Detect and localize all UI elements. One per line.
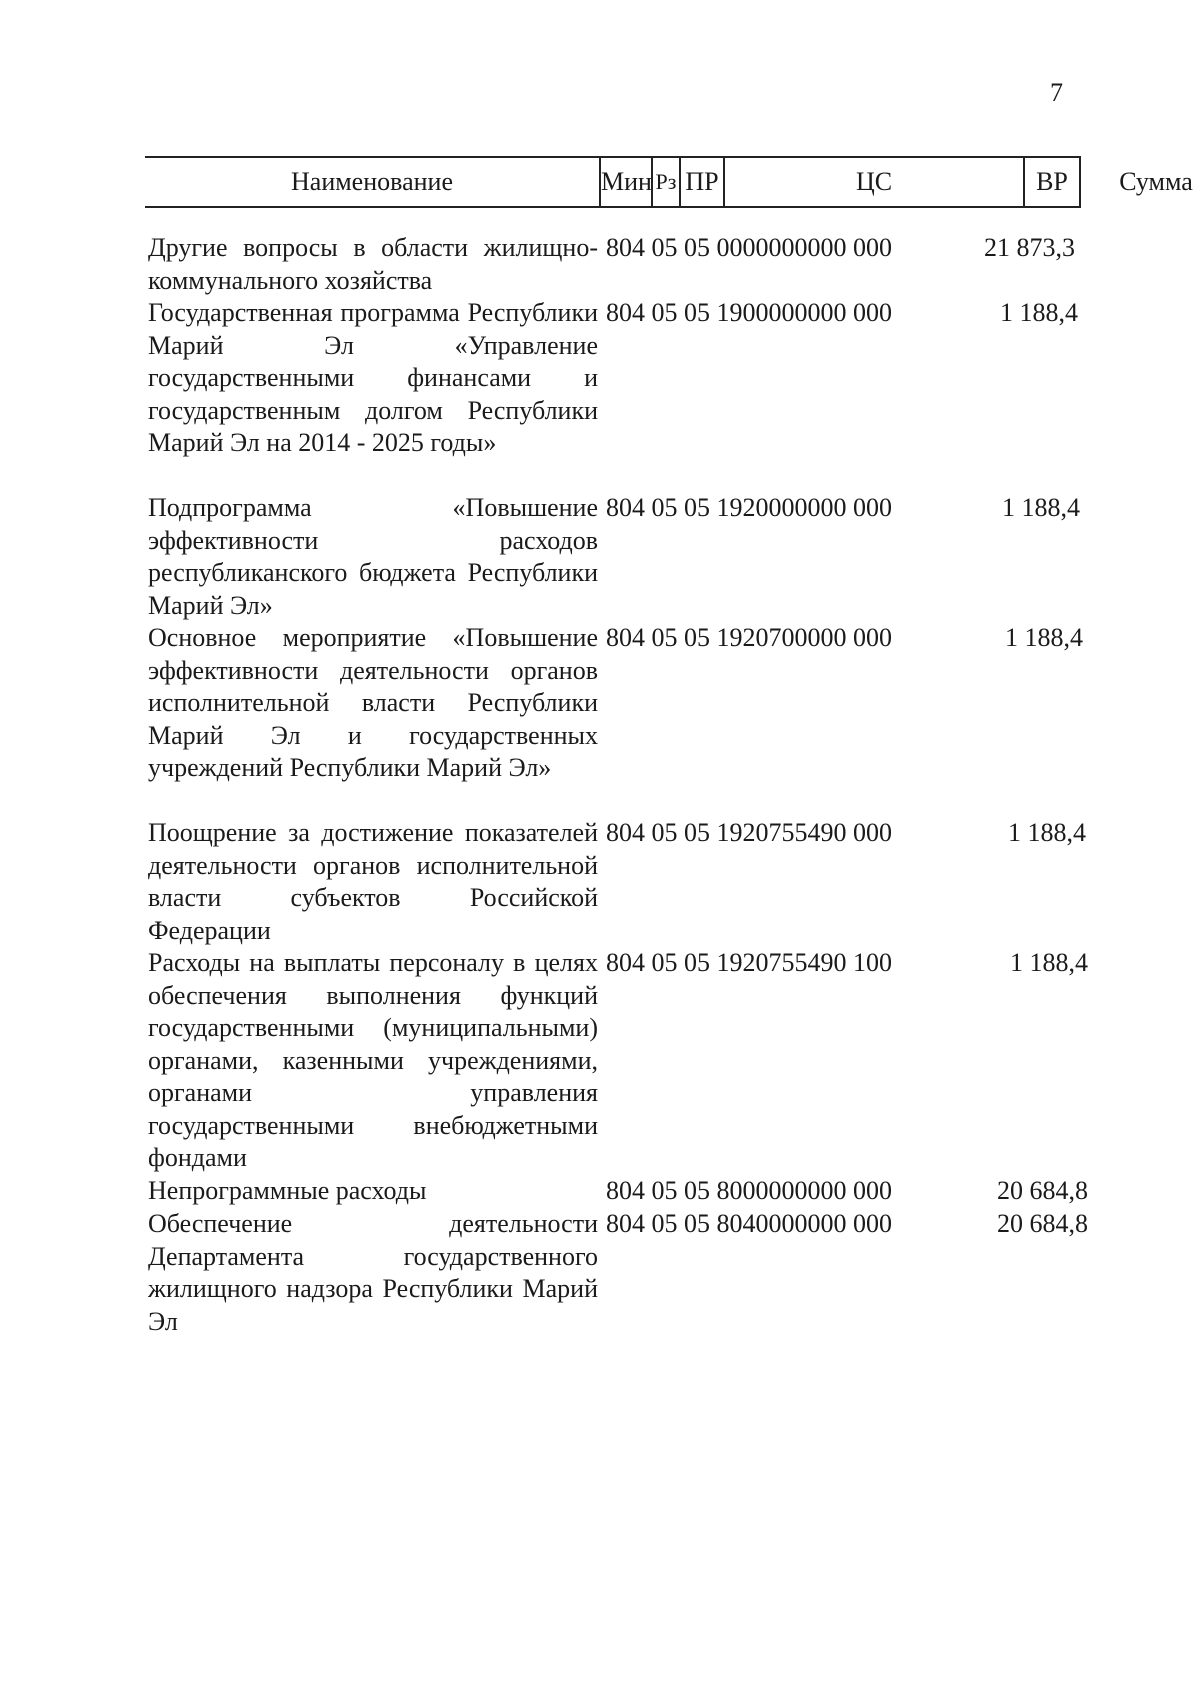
row-pr: 05: [684, 818, 710, 847]
row-name: Поощрение за достижение показателей деятельности органов исполнительной власти субъектов Российской Федерации: [148, 818, 598, 945]
row-vr: 000: [853, 298, 892, 327]
row-cs: 1920700000: [716, 623, 847, 652]
row-vr: 000: [853, 1176, 892, 1205]
row-sum: 1 188,4: [1000, 298, 1078, 327]
row-vr: 000: [853, 818, 892, 847]
row-vr: 000: [853, 623, 892, 652]
row-vr: 000: [853, 1209, 892, 1238]
row-rz: 05: [651, 1209, 678, 1238]
row-sum: 1 188,4: [1010, 948, 1088, 977]
row-cs: 8040000000: [716, 1209, 847, 1238]
row-rz: 05: [651, 818, 678, 847]
row-codes: [606, 622, 892, 655]
row-vr: 000: [853, 493, 892, 522]
row-cs: 1920755490: [716, 818, 847, 847]
row-pr: 05: [684, 298, 710, 327]
header-pr: ПР: [681, 158, 725, 206]
row-pr: 05: [684, 493, 710, 522]
row-rz: 05: [651, 298, 678, 327]
row-name: Непрограммные расходы: [148, 1176, 427, 1205]
row-codes: [606, 492, 892, 525]
row-codes: [606, 947, 892, 980]
header-cs: ЦС: [725, 158, 1025, 206]
row-pr: 05: [684, 948, 710, 977]
row-codes: [606, 297, 892, 330]
row-pr: 05: [684, 1209, 710, 1238]
row-pr: 05: [684, 623, 710, 652]
row-vr: 000: [853, 233, 892, 262]
row-rz: 05: [651, 233, 678, 262]
row-rz: 05: [651, 623, 678, 652]
header-min: Мин: [599, 158, 653, 206]
row-vr: 100: [853, 948, 892, 977]
row-min: 804: [606, 1176, 645, 1205]
header-name: Наименование: [291, 167, 453, 196]
row-sum: 1 188,4: [1005, 623, 1083, 652]
table-header: [145, 156, 1193, 208]
header-sum: Сумма: [1119, 167, 1193, 196]
row-sum: 1 188,4: [1008, 818, 1086, 847]
row-sum: 20 684,8: [997, 1176, 1088, 1205]
row-pr: 05: [684, 1176, 710, 1205]
row-cs: 0000000000: [716, 233, 847, 262]
row-codes: [606, 1175, 892, 1208]
row-rz: 05: [651, 948, 678, 977]
row-name: Основное мероприятие «Повышение эффективности деятельности органов исполнительной власти Республики Марий Эл и государственных учреждений Республики Марий Эл»: [148, 623, 598, 782]
row-cs: 1920755490: [716, 948, 847, 977]
row-cs: 8000000000: [716, 1176, 847, 1205]
row-name: Подпрограмма «Повышение эффективности расходов республиканского бюджета Республики Марий Эл»: [148, 493, 598, 620]
row-rz: 05: [651, 1176, 678, 1205]
row-name: Другие вопросы в области жилищно-коммунального хозяйства: [148, 233, 598, 295]
header-rz: Рз: [653, 158, 681, 206]
row-pr: 05: [684, 233, 710, 262]
row-name: Расходы на выплаты персоналу в целях обеспечения выполнения функций государственными (муниципальными) органами, казенными учреждениями, органами управления государственными внебюджетными фондами: [148, 948, 598, 1172]
row-name: Обеспечение деятельности Департамента государственного жилищного надзора Республики Марий Эл: [148, 1209, 598, 1336]
row-codes: [606, 232, 892, 265]
row-min: 804: [606, 818, 645, 847]
row-codes: [606, 1208, 892, 1241]
row-sum: 20 684,8: [997, 1209, 1088, 1238]
row-min: 804: [606, 298, 645, 327]
row-min: 804: [606, 623, 645, 652]
row-min: 804: [606, 233, 645, 262]
page-number: 7: [1050, 78, 1063, 107]
row-min: 804: [606, 493, 645, 522]
row-min: 804: [606, 1209, 645, 1238]
row-cs: 1920000000: [716, 493, 847, 522]
row-cs: 1900000000: [716, 298, 847, 327]
row-sum: 21 873,3: [984, 233, 1075, 262]
header-vr: ВР: [1025, 158, 1081, 206]
row-min: 804: [606, 948, 645, 977]
row-codes: [606, 817, 892, 850]
row-name: Государственная программа Республики Марий Эл «Управление государственными финансами и государственным долгом Республики Марий Эл на 2014 - 2025 годы»: [148, 298, 598, 457]
row-rz: 05: [651, 493, 678, 522]
row-sum: 1 188,4: [1002, 493, 1080, 522]
